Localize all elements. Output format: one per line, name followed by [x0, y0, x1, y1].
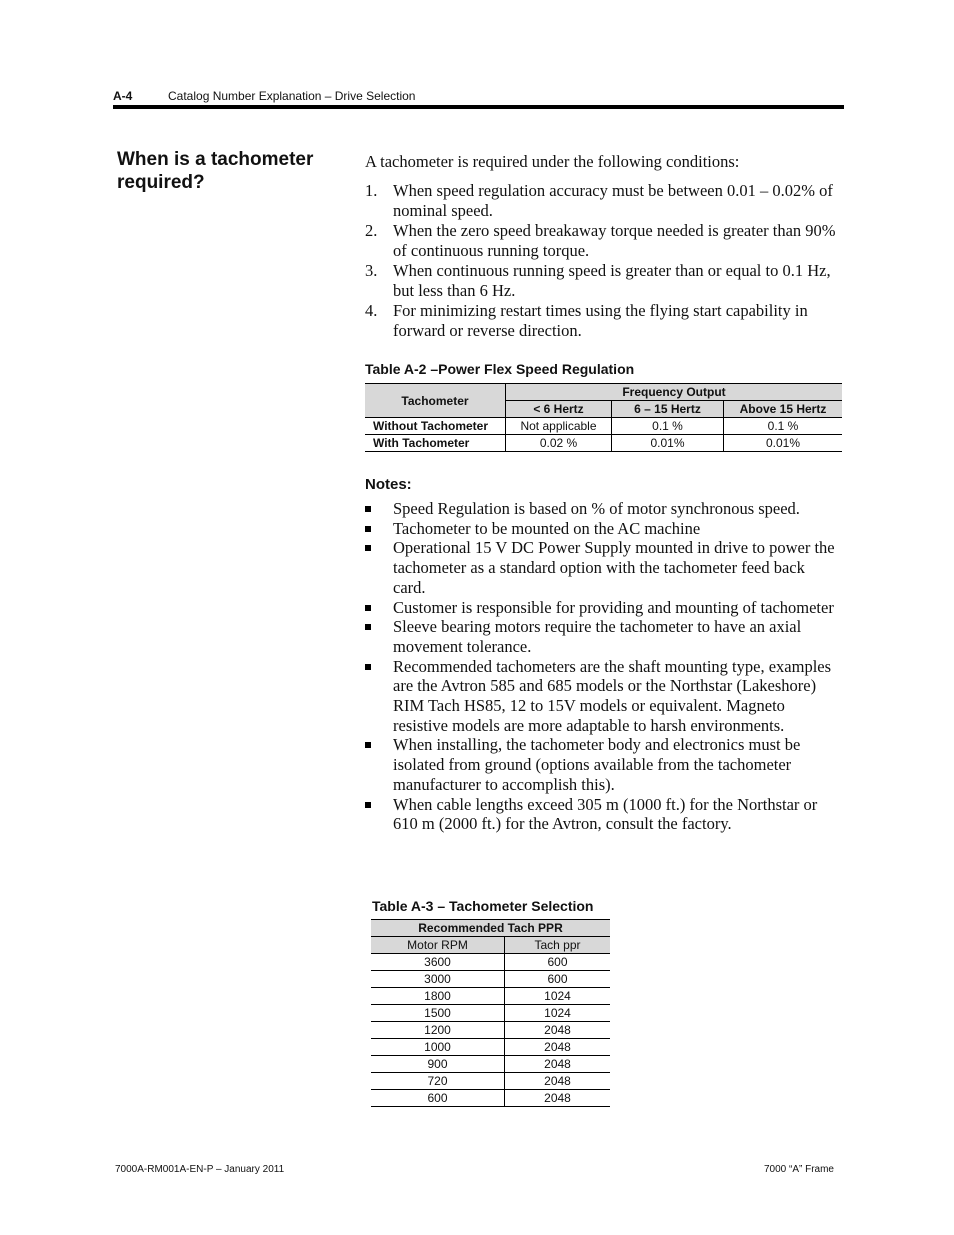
note-item — [365, 795, 840, 834]
table-cell: 0.01% — [724, 435, 843, 452]
rpm-cell: 1000 — [371, 1039, 505, 1056]
rpm-cell: 720 — [371, 1073, 505, 1090]
header-col: Above 15 Hertz — [724, 401, 843, 418]
ppr-cell: 600 — [505, 971, 611, 988]
note-text: When installing, the tachometer body and electronics must be isolated from ground (options available from the tachometer manufacturer to accomplish this). — [393, 735, 801, 794]
page-number: A-4 — [113, 89, 133, 103]
header-col: 6 – 15 Hertz — [612, 401, 724, 418]
bullet-square-icon — [365, 526, 371, 532]
table-row — [371, 1073, 610, 1090]
condition-number: 2. — [365, 221, 378, 240]
footer-publication: 7000A-RM001A-EN-P – January 2011 — [115, 1164, 285, 1175]
ppr-cell: 2048 — [505, 1073, 611, 1090]
header-frequency-output: Frequency Output — [506, 384, 843, 401]
row-label: Without Tachometer — [365, 418, 506, 435]
section-title: Catalog Number Explanation – Drive Selection — [168, 89, 416, 103]
section-heading-line1: When is a tachometer — [117, 149, 314, 170]
note-text: When cable lengths exceed 305 m (1000 ft.) for the Northstar or 610 m (2000 ft.) for the Avtron, consult the factory. — [393, 794, 818, 834]
note-item — [365, 598, 840, 618]
condition-number: 1. — [365, 181, 378, 200]
ppr-cell: 2048 — [505, 1056, 611, 1073]
table-row — [371, 1056, 610, 1073]
condition-text: When the zero speed breakaway torque needed is greater than 90% of continuous running torque. — [393, 221, 836, 260]
note-text: Customer is responsible for providing and mounting of tachometer — [393, 597, 834, 617]
table-cell: 0.1 % — [612, 418, 724, 435]
note-text: Speed Regulation is based on % of motor synchronous speed. — [393, 499, 800, 518]
condition-text: For minimizing restart times using the flying start capability in forward or reverse direction. — [393, 301, 808, 340]
note-item — [365, 657, 840, 736]
header-tach-ppr: Tach ppr — [505, 937, 611, 954]
condition-item — [365, 261, 840, 301]
table-row — [371, 954, 610, 971]
note-text: Recommended tachometers are the shaft mounting type, examples are the Avtron 585 and 685 models or the Northstar (Lakeshore) RIM Tach HS85, 12 to 15V models or equivalent. Magneto resistive models are more adaptable to harsh environments. — [393, 656, 832, 735]
row-label: With Tachometer — [365, 435, 506, 452]
table-row — [365, 418, 842, 435]
bullet-square-icon — [365, 802, 371, 808]
condition-item — [365, 221, 840, 261]
table-cell: Not applicable — [506, 418, 612, 435]
table-row — [371, 971, 610, 988]
note-item — [365, 617, 840, 656]
condition-text: When speed regulation accuracy must be between 0.01 – 0.02% of nominal speed. — [393, 181, 833, 220]
table-cell: 0.01% — [612, 435, 724, 452]
rpm-cell: 1500 — [371, 1005, 505, 1022]
bullet-square-icon — [365, 545, 371, 551]
speed-regulation-table — [365, 383, 842, 452]
note-text: Operational 15 V DC Power Supply mounted in drive to power the tachometer as a standard option with the tachometer feed back card. — [393, 538, 835, 597]
header-tachometer: Tachometer — [365, 384, 506, 418]
footer-product: 7000 “A” Frame — [763, 1164, 834, 1175]
table-a2-caption: Table A-2 –Power Flex Speed Regulation — [365, 361, 635, 377]
header-motor-rpm: Motor RPM — [371, 937, 505, 954]
ppr-cell: 600 — [505, 954, 611, 971]
header-col: < 6 Hertz — [506, 401, 612, 418]
rpm-cell: 900 — [371, 1056, 505, 1073]
rpm-cell: 1800 — [371, 988, 505, 1005]
header-recommended-tach-ppr: Recommended Tach PPR — [371, 920, 610, 937]
bullet-square-icon — [365, 624, 371, 630]
table-row — [371, 1005, 610, 1022]
rpm-cell: 600 — [371, 1090, 505, 1107]
intro-paragraph: A tachometer is required under the following conditions: — [365, 152, 740, 171]
header-rule — [113, 105, 844, 109]
bullet-square-icon — [365, 664, 371, 670]
table-row — [365, 435, 842, 452]
page-header — [113, 88, 844, 110]
note-item — [365, 538, 840, 597]
note-item — [365, 735, 840, 794]
section-heading — [117, 148, 327, 194]
ppr-cell: 1024 — [505, 1005, 611, 1022]
condition-text: When continuous running speed is greater than or equal to 0.1 Hz, but less than 6 Hz. — [393, 261, 831, 300]
notes-heading: Notes: — [365, 476, 412, 493]
bullet-square-icon — [365, 506, 371, 512]
table-row — [371, 1090, 610, 1107]
table-row — [371, 1022, 610, 1039]
rpm-cell: 3600 — [371, 954, 505, 971]
section-heading-line2: required? — [117, 172, 205, 193]
ppr-cell: 2048 — [505, 1039, 611, 1056]
tachometer-selection-table — [371, 919, 610, 1107]
table-row — [371, 988, 610, 1005]
condition-item — [365, 301, 840, 341]
table-row — [371, 1039, 610, 1056]
conditions-list — [365, 181, 840, 341]
condition-item — [365, 181, 840, 221]
table-cell: 0.02 % — [506, 435, 612, 452]
note-text: Sleeve bearing motors require the tachometer to have an axial movement tolerance. — [393, 617, 802, 656]
bullet-square-icon — [365, 742, 371, 748]
ppr-cell: 1024 — [505, 988, 611, 1005]
ppr-cell: 2048 — [505, 1022, 611, 1039]
note-text: Tachometer to be mounted on the AC machine — [393, 518, 701, 538]
table-a3-caption: Table A-3 – Tachometer Selection — [372, 898, 594, 914]
note-item — [365, 499, 840, 519]
notes-list — [365, 499, 840, 834]
table-cell: 0.1 % — [724, 418, 843, 435]
rpm-cell: 1200 — [371, 1022, 505, 1039]
condition-number: 4. — [365, 301, 378, 320]
condition-number: 3. — [365, 261, 378, 280]
bullet-square-icon — [365, 605, 371, 611]
ppr-cell: 2048 — [505, 1090, 611, 1107]
rpm-cell: 3000 — [371, 971, 505, 988]
note-item — [365, 519, 840, 539]
